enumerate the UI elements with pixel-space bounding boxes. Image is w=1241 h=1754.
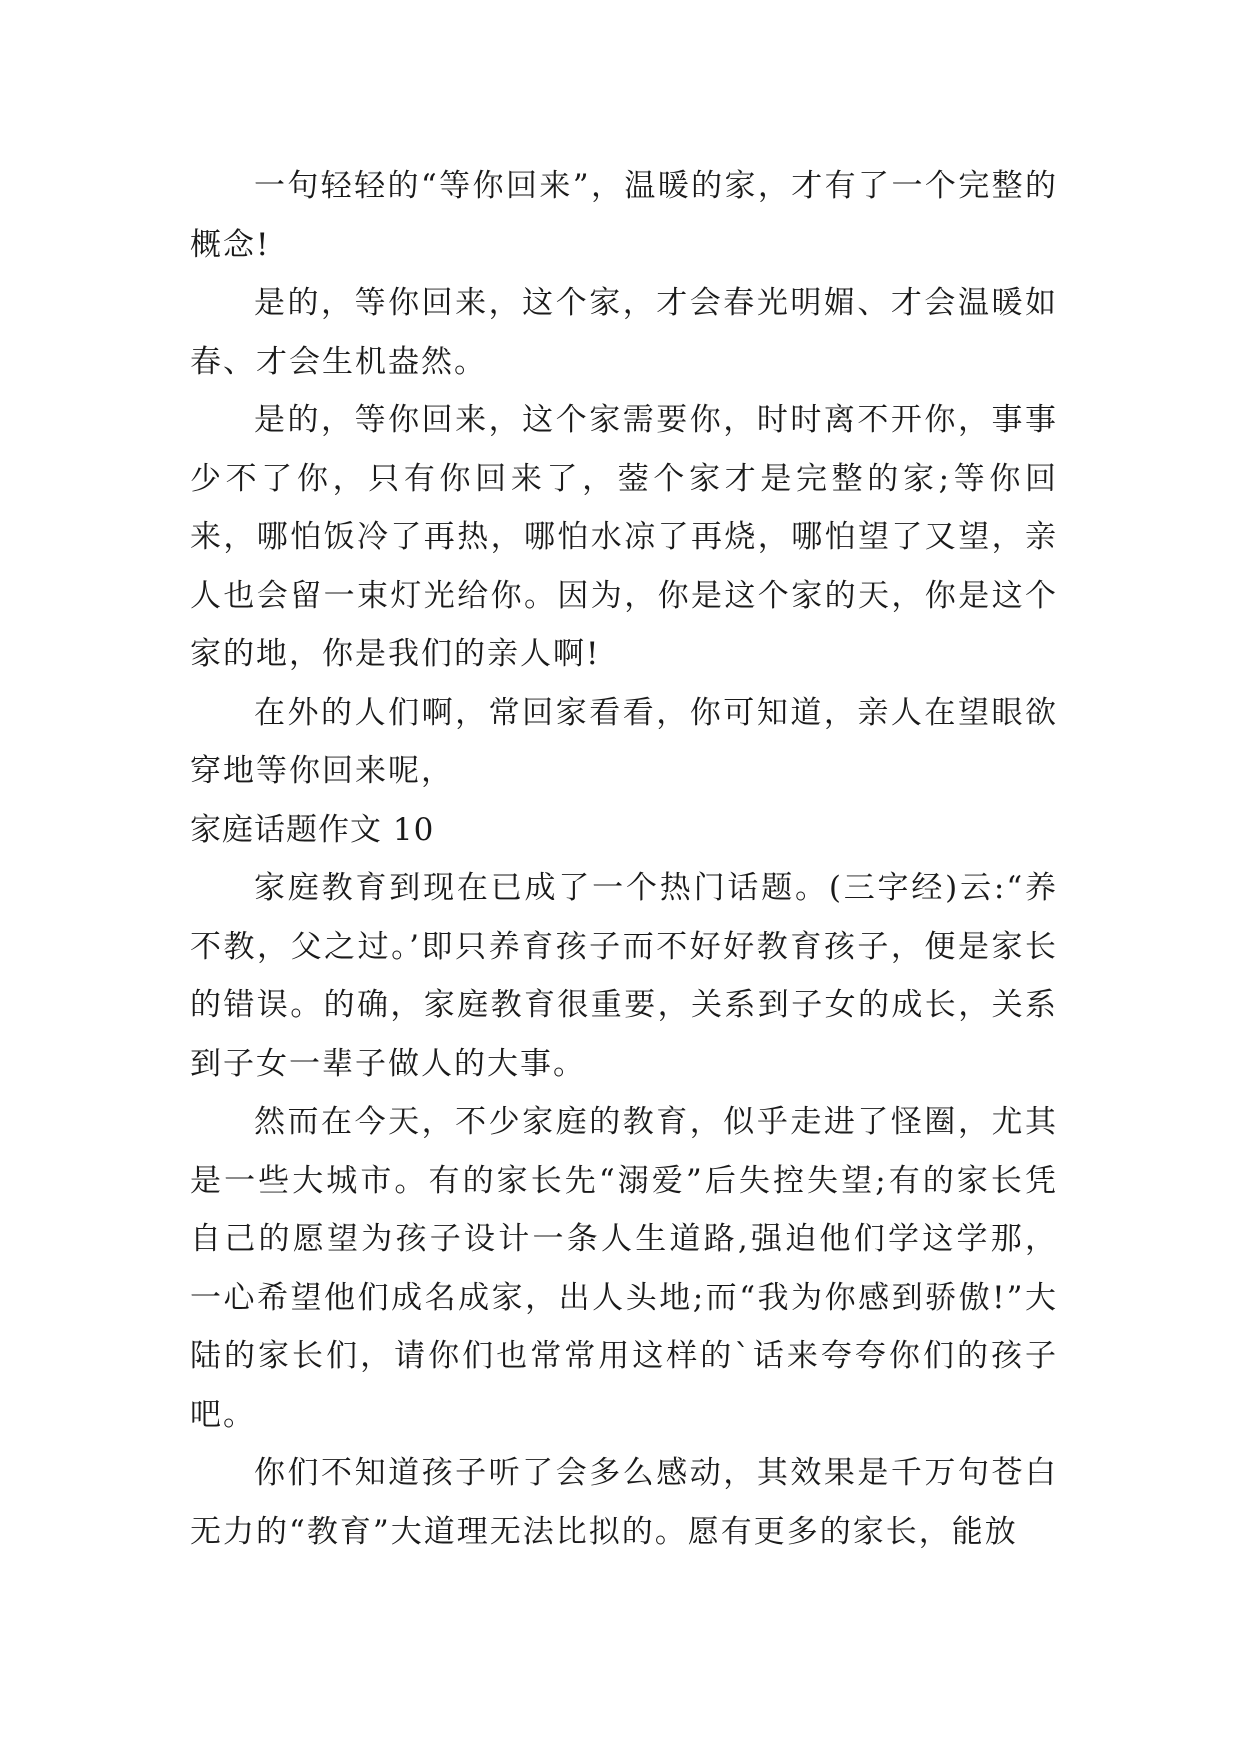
paragraph: 是的，等你回来，这个家，才会春光明媚、才会温暖如春、才会生机盎然。 — [190, 285, 1058, 380]
paragraph: 然而在今天，不少家庭的教育，似乎走进了怪圈，尤其是一些大城市。有的家长先“溺爱”后失控失望;有的家长凭自己的愿望为孩子设计一条人生道路,强迫他们学这学那，一心希望他们成名成家，出人头地;而“我为你感到骄傲!”大陆的家长们，请你们也常常用这样的`话来夸夸你们的孩子吧。 — [190, 1104, 1058, 1433]
section-heading: 家庭话题作文 10 — [190, 811, 435, 848]
paragraph: 家庭教育到现在已成了一个热门话题。(三字经)云:“养不教，父之过。’即只养育孩子而不好好教育孩子，便是家长的错误。的确，家庭教育很重要，关系到子女的成长，关系到子女一辈子做人的大事。 — [190, 870, 1058, 1082]
paragraph: 你们不知道孩子听了会多么感动，其效果是千万句苍白无力的“教育”大道理无法比拟的。愿有更多的家长，能放 — [190, 1455, 1058, 1550]
paragraph: 是的，等你回来，这个家需要你，时时离不开你，事事少不了你，只有你回来了，蓥个家才是完整的家;等你回来，哪怕饭冷了再热，哪怕水凉了再烧，哪怕望了又望，亲人也会留一束灯光给你。因为，你是这个家的天，你是这个家的地，你是我们的亲人啊! — [190, 402, 1058, 672]
paragraph: 在外的人们啊，常回家看看，你可知道，亲人在望眼欲穿地等你回来呢， — [190, 694, 1058, 789]
document-body — [190, 157, 1058, 1561]
paragraph: 一句轻轻的“等你回来”，温暖的家，才有了一个完整的概念! — [190, 168, 1058, 263]
